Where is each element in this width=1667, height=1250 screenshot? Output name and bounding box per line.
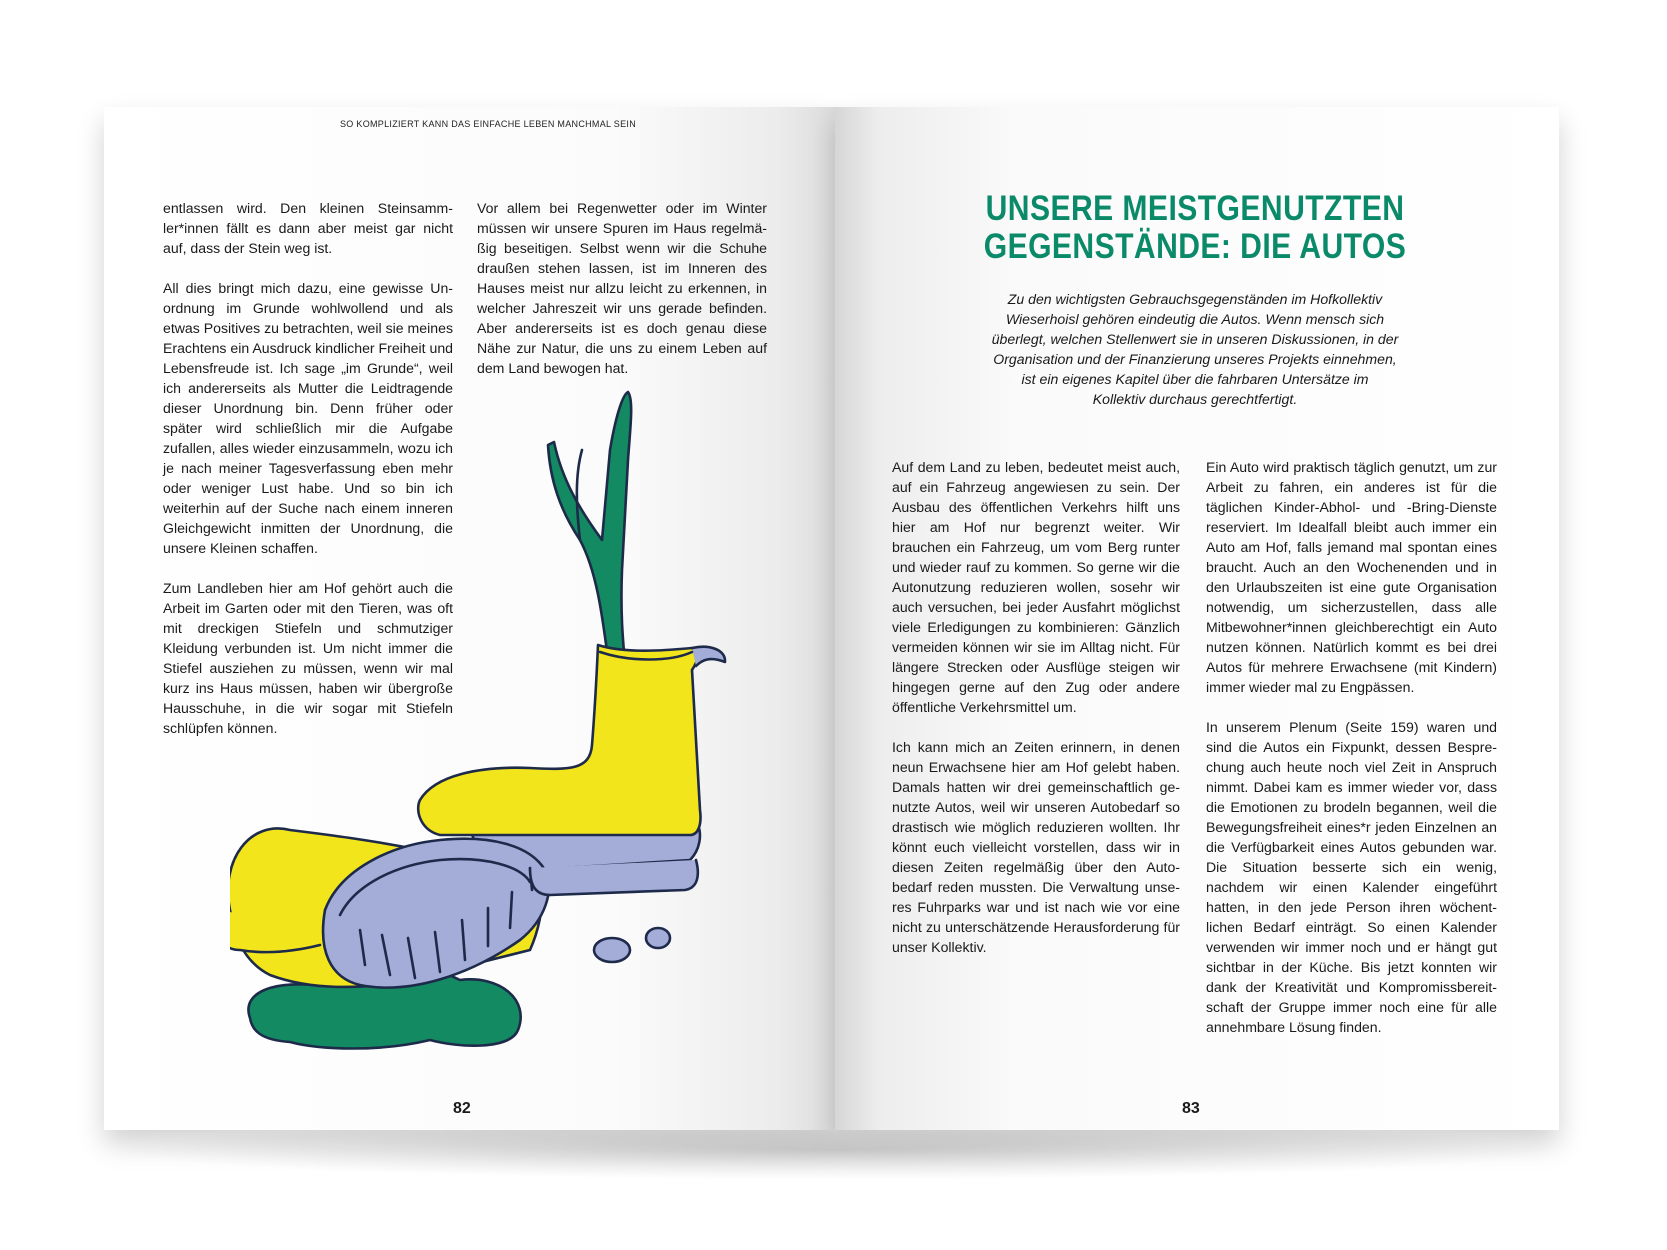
paragraph: Ein Auto wird praktisch täglich genutzt, um zur Arbeit zu fahren, ein anderes ist für die täglichen Kinder-Abhol- und -Bring-Dienste reserviert. Im Idealfall bleibt auch immer ein Auto am Hof, falls jemand mal spontan eines braucht. Auch an den Wochenenden und in den Urlaubszeiten ist eine gute Organisation notwendig, um sicherzustellen, dass alle Mitbewohner*innen gleichberechtigt ein Auto nutzen können. Natürlich kommt es bei drei Autos für mehrere Erwachsene (mit Kindern) immer wieder mal zu Engpässen.	[1206, 459, 1497, 695]
paragraph: All dies bringt mich dazu, eine gewisse Unordnung im Grunde wohlwollend und als etwas Positives zu betrachten, weil sie meines Erachtens ein Ausdruck kindlicher Freiheit und Lebensfreude ist. Ich sage „im Grunde“, weil ich andererseits als Mutter die Leidtragende dieser Unordnung bin. Denn früher oder später wird schließlich mir die Aufgabe zufallen, alles wieder einzusammeln, wozu ich je nach meiner Tagesverfassung eben mehr oder weniger Lust habe. Und so bin ich weiterhin auf der Suche nach einem inneren Gleichgewicht inmitten der Unordnung, die unsere Kleinen schaffen.	[163, 280, 453, 556]
lead-line: Wieserhoisl gehören eindeutig die Autos. Wenn mensch sich	[1005, 311, 1385, 327]
chapter-heading	[971, 190, 1418, 266]
pebble	[594, 938, 630, 962]
lead-line: überlegt, welchen Stellenwert sie in unseren Diskussionen, in der	[991, 331, 1399, 347]
running-head: SO KOMPLIZIERT KANN DAS EINFACHE LEBEN MANCHMAL SEIN	[340, 119, 636, 129]
boots-illustration	[230, 390, 790, 1050]
heading-line: UNSERE MEISTGENUTZTEN	[985, 189, 1405, 228]
green-plant-illustration	[548, 392, 631, 675]
right-page	[835, 107, 1559, 1130]
lead-paragraph	[950, 289, 1440, 409]
paragraph: Zum Landleben hier am Hof gehört auch die Arbeit im Garten oder mit den Tieren, was oft mit dreckigen Stiefeln und schmutziger Kleidung verbunden ist. Um nicht immer die Stiefel ausziehen zu müssen, wenn wir mal kurz ins Haus müssen, haben wir übergroße Hausschuhe, in die wir sogar mit Stiefeln schlüpfen können.	[163, 580, 453, 736]
paragraph: In unserem Plenum (Seite 159) waren und sind die Autos ein Fixpunkt, dessen Besprechung auch heute noch viel Zeit in Anspruch nimmt. Dabei kam es immer wieder vor, dass die Emotionen zu brodeln begannen, weil die Bewegungsfreiheit eines*r jeden Einzelnen an die Verfügbarkeit eines Autos gebunden war. Die Situation besserte sich ein wenig, nachdem wir einen Kalender eingeführt hatten, in den jede Person ihren wöchentlichen Bedarf einträgt. So einen Kalender verwenden wir immer noch und er hängt gut sichtbar in der Küche. Bis jetzt konnten wir dank der Kreativität und Kompromissbereitschaft der Gruppe immer noch eine für alle annehmbare Lösung finden.	[1206, 719, 1497, 1035]
paragraph: Vor allem bei Regenwetter oder im Winter müssen wir unsere Spuren im Haus regelmäßig beseitigen. Selbst wenn wir die Schuhe draußen stehen lassen, ist im Inneren des Hauses meist nur allzu leicht zu erkennen, in welcher Jahreszeit wir uns gerade befinden. Aber andererseits ist es doch genau diese Nähe zur Natur, die uns zu einem Leben auf dem Land bewogen hat.	[477, 200, 767, 376]
yellow-boot-illustration	[418, 645, 700, 835]
lead-line: Zu den wichtigsten Gebrauchsgegenständen im Hofkollektiv	[1007, 291, 1383, 307]
lead-line: Kollektiv durchaus gerechtfertigt.	[1092, 391, 1298, 407]
right-column-1	[892, 457, 1180, 977]
heading-line: GEGENSTÄNDE: DIE AUTOS	[983, 227, 1407, 266]
lead-line: Organisation und der Finanzierung unseres Projekts einnehmen,	[993, 351, 1397, 367]
lead-line: ist ein eigenes Kapitel über die fahrbaren Untersätze im	[1021, 371, 1369, 387]
paragraph: entlassen wird. Den kleinen Steinsammler*innen fällt es dann aber meist gar nicht auf, dass der Stein weg ist.	[163, 200, 453, 256]
paragraph: Auf dem Land zu leben, bedeutet meist auch, auf ein Fahrzeug angewiesen zu sein. Der Ausbau des öffentlichen Verkehrs hilft uns hier am Hof nur begrenzt weiter. Wir brauchen ein Fahrzeug, um vom Berg runter und wieder rauf zu kommen. So gerne wir die Autonutzung reduzieren wollen, sosehr wir auch versuchen, bei jeder Ausfahrt möglichst viele Erledigungen zu kombinieren: Gänzlich vermeiden können wir sie im Alltag nicht. Für längere Strecken oder Ausflüge steigen wir hingegen gerne auf den Zug oder andere öffentliche Verkehrsmittel um.	[892, 459, 1180, 715]
pebble	[646, 928, 670, 948]
page-number-right: 83	[1182, 1100, 1200, 1117]
page-number-left: 82	[453, 1100, 471, 1117]
paragraph: Ich kann mich an Zeiten erinnern, in denen neun Erwachsene hier am Hof gelebt haben. Damals hatten wir drei gemeinschaftlich genutzte Autos, weil wir unseren Autobedarf so drastisch wie möglich reduzieren wollten. Ihr könnt euch vielleicht vorstellen, dass wir in diesen Zeiten regelmäßig über den Autobedarf reden mussten. Die Verwaltung unseres Fuhrparks war und ist nach wie vor eine nicht zu unterschätzende Herausforderung für unser Kollektiv.	[892, 739, 1180, 955]
right-column-2	[1206, 457, 1497, 1057]
left-column-2	[477, 198, 767, 398]
